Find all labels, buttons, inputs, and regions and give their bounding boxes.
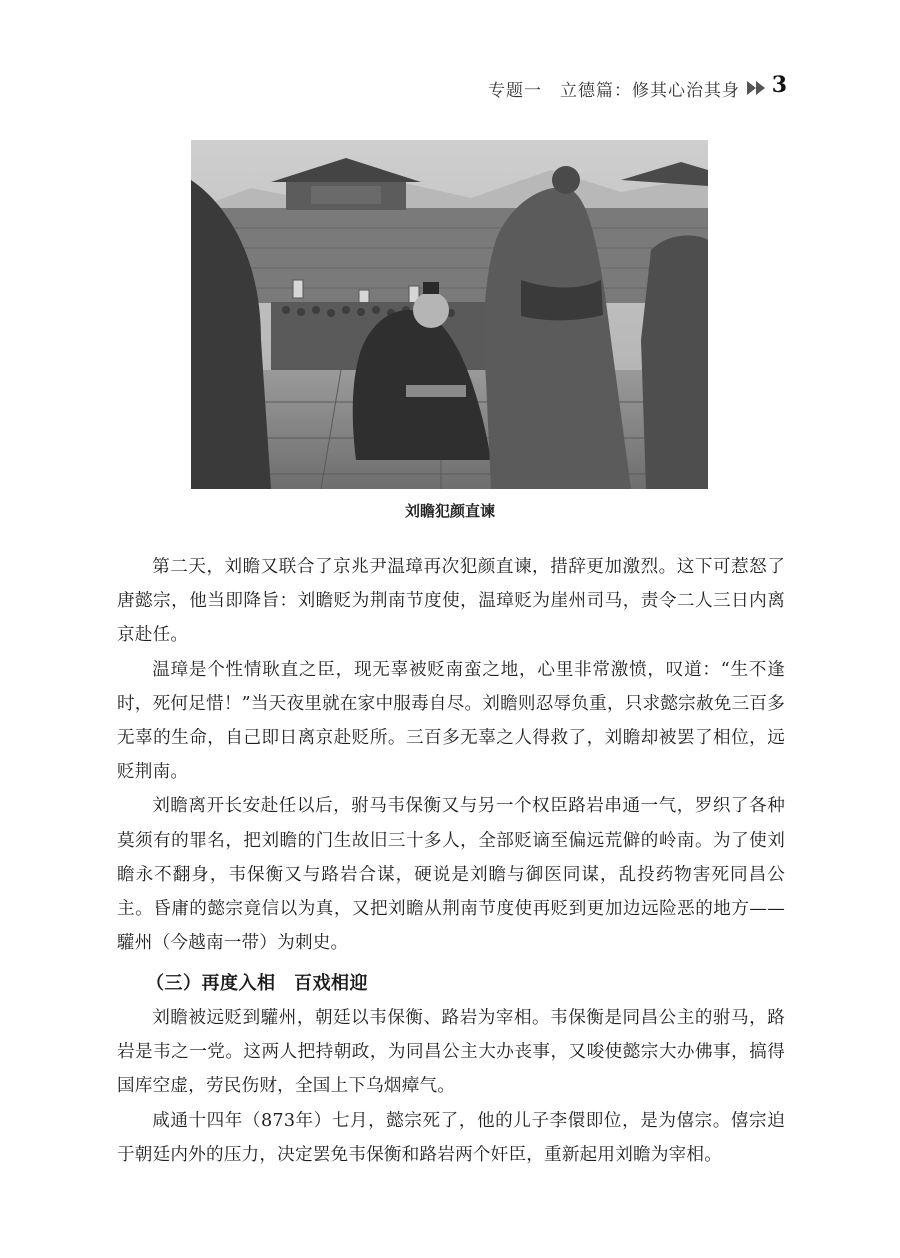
body-text-top [117, 550, 785, 960]
court-scene-illustration-icon [191, 140, 708, 489]
paragraph: 刘瞻离开长安赴任以后，驸马韦保衡又与另一个权臣路岩串通一气，罗织了各种莫须有的罪名，把刘瞻的门生故旧三十多人，全部贬谪至偏远荒僻的岭南。为了使刘瞻永不翻身，韦保衡又与路岩合谋，硬说是刘瞻与御医同谋，乱投药物害死同昌公主。昏庸的懿宗竟信以为真，又把刘瞻从荆南节度使再贬到更加边远险恶的地方——驩州（今越南一带）为刺史。 [117, 796, 785, 954]
chapter-title: 专题一 立德篇：修其心治其身 [488, 81, 740, 101]
paragraph: 刘瞻被远贬到驩州，朝廷以韦保衡、路岩为宰相。韦保衡是同昌公主的驸马，路岩是韦之一党。这两人把持朝政，为同昌公主大办丧事，又唆使懿宗大办佛事，搞得国库空虚，劳民伤财，全国上下乌烟瘴气。 [117, 1008, 785, 1097]
body-text-bottom [117, 1001, 785, 1172]
paragraph: 温璋是个性情耿直之臣，现无辜被贬南蛮之地，心里非常激愤，叹道：“生不逢时，死何足惜！”当天夜里就在家中服毒自尽。刘瞻则忍辱负重，只求懿宗赦免三百多无辜的生命，自己即日离京赴贬所。三百多无辜之人得救了，刘瞻却被罢了相位，远贬荆南。 [117, 659, 785, 783]
running-header [0, 72, 900, 106]
double-chevron-right-icon [746, 80, 768, 96]
paragraph: 咸通十四年（873年）七月，懿宗死了，他的儿子李儇即位，是为僖宗。僖宗迫于朝廷内外的压力，决定罢免韦保衡和路岩两个奸臣，重新起用刘瞻为宰相。 [117, 1110, 785, 1165]
page-number: 3 [771, 72, 787, 98]
figure-caption: 刘瞻犯颜直谏 [404, 502, 495, 520]
section-heading: （三）再度入相 百戏相迎 [146, 973, 368, 994]
paragraph: 第二天，刘瞻又联合了京兆尹温璋再次犯颜直谏，措辞更加激烈。这下可惹怒了唐懿宗，他当即降旨：刘瞻贬为荆南节度使，温璋贬为崖州司马，责令二人三日内离京赴任。 [117, 557, 785, 646]
illustration [191, 140, 708, 489]
